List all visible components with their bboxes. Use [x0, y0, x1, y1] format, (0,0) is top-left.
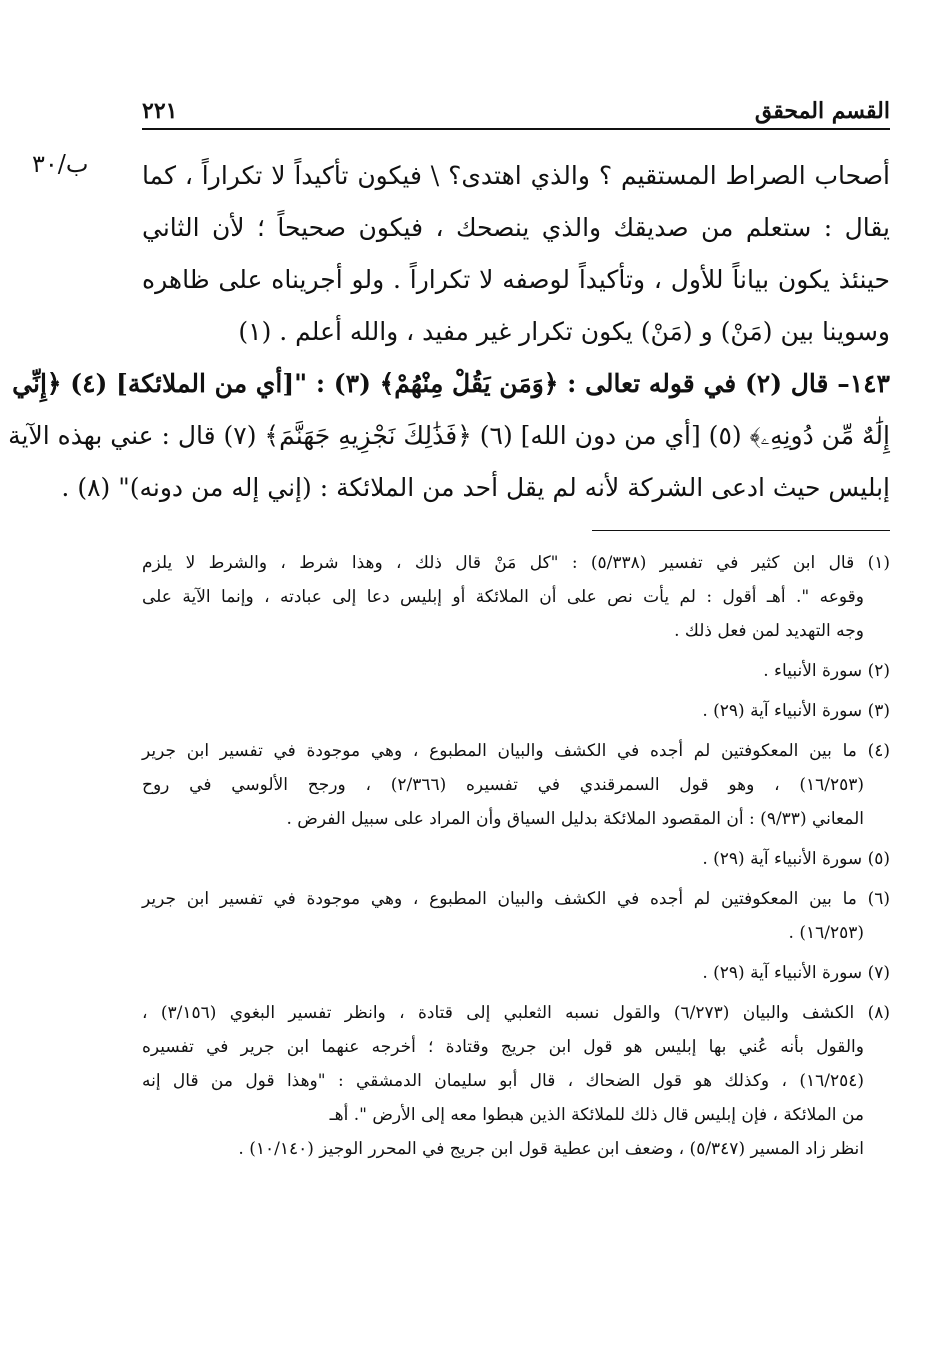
- main-line: يقال : ستعلم من صديقك والذي ينصحك ، فيكون صحيحاً ؛ لأن الثاني: [142, 213, 890, 242]
- main-line: أصحاب الصراط المستقيم ؟ والذي اهتدى؟ \ فيكون تأكيداً لا تكراراً ، كما: [142, 161, 890, 190]
- footnote-line: وجه التهديد لمن فعل ذلك .: [674, 621, 864, 641]
- footnote-line: (١٦/٢٥٤) ، وكذلك هو قول الضحاك ، قال أبو سليمان الدمشقي : "وهذا قول من قال إنه: [142, 1071, 864, 1091]
- footnote-1: [142, 546, 890, 648]
- footnote-line: انظر زاد المسير (٥/٣٤٧) ، وضعف ابن عطية قول ابن جريج في المحرر الوجيز (١٠/١٤٠) .: [238, 1139, 864, 1159]
- header-rule: [142, 128, 890, 130]
- running-title: القسم المحقق: [754, 98, 890, 124]
- footnote-line: (٣) سورة الأنبياء آية (٢٩) .: [702, 701, 890, 721]
- main-line: وسوينا بين (مَنْ) و (مَنْ) يكون تكرار غير مفيد ، والله أعلم . (١): [238, 317, 890, 346]
- footnote-line: والقول بأنه عُني بها إبليس هو قول ابن جريج وقتادة ؛ أخرجه عنهما ابن جرير في تفسيره: [142, 1037, 864, 1057]
- footnote-line: من الملائكة ، فإن إبليس قال ذلك للملائكة الذين هبطوا معه إلى الأرض ". أهـ: [329, 1105, 864, 1125]
- footnote-5: [142, 842, 890, 876]
- main-line: إِلَٰهٌ مِّن دُونِهِۦ﴾ (٥) [أي من دون الله] (٦) ﴿فَذَٰلِكَ نَجْزِيهِ جَهَنَّمَ﴾ (٧) قال : عني بهذه الآية: [8, 421, 890, 450]
- main-line: حينئذ يكون بياناً للأول ، وتأكيداً لوصفه لا تكراراً . ولو أجريناه على ظاهره: [142, 265, 890, 294]
- footnote-2: [142, 654, 890, 688]
- running-header: [142, 94, 890, 124]
- manuscript-folio-note: ب/٣٠: [32, 150, 89, 178]
- footnote-line: (٦) ما بين المعكوفتين لم أجده في الكشف والبيان المطبوع ، وهي موجودة في تفسير ابن جرير: [142, 889, 890, 909]
- footnote-separator: [592, 530, 890, 531]
- footnotes: [142, 546, 890, 1172]
- footnote-line: المعاني (٩/٣٣) : أن المقصود الملائكة بدليل السياق وأن المراد على سبيل الفرض .: [286, 809, 864, 829]
- footnote-8: [142, 996, 890, 1166]
- page-number: ٢٢١: [142, 98, 178, 124]
- footnote-4: [142, 734, 890, 836]
- footnote-line: (٤) ما بين المعكوفتين لم أجده في الكشف والبيان المطبوع ، وهي موجودة في تفسير ابن جرير: [142, 741, 890, 761]
- footnote-line: وقوعه ". أهـ أقول : لم يأت نص على أن الملائكة أو إبليس دعا إلى عبادته ، وإنما الآية على: [142, 587, 864, 607]
- footnote-line: (٨) الكشف والبيان (٦/٢٧٣) والقول نسبه الثعلبي إلى قتادة ، وانظر تفسير البغوي (٣/١٥٦) ،: [142, 1003, 890, 1023]
- footnote-6: [142, 882, 890, 950]
- main-line: إبليس حيث ادعى الشركة لأنه لم يقل أحد من الملائكة : (إني إله من دونه)" (٨) .: [61, 473, 890, 502]
- footnote-3: [142, 694, 890, 728]
- footnote-line: (١) قال ابن كثير في تفسير (٥/٣٣٨) : "كل مَنْ قال ذلك ، وهذا شرط ، والشرط لا يلزم: [142, 553, 890, 573]
- footnote-line: (٧) سورة الأنبياء آية (٢٩) .: [702, 963, 890, 983]
- entry-143-line: ١٤٣– قال (٢) في قوله تعالى : ﴿وَمَن يَقُلْ مِنْهُمْ﴾ (٣) : "[أي من الملائكة] (٤) ﴿إِنِّي: [12, 369, 890, 398]
- footnote-line: (٥) سورة الأنبياء آية (٢٩) .: [702, 849, 890, 869]
- footnote-line: (٢) سورة الأنبياء .: [763, 661, 890, 681]
- footnote-line: (١٦/٢٥٣) .: [788, 923, 864, 943]
- footnote-7: [142, 956, 890, 990]
- footnote-line: (١٦/٢٥٣) ، وهو قول السمرقندي في تفسيره (٢/٣٦٦) ، ورجح الألوسي في روح: [142, 775, 864, 795]
